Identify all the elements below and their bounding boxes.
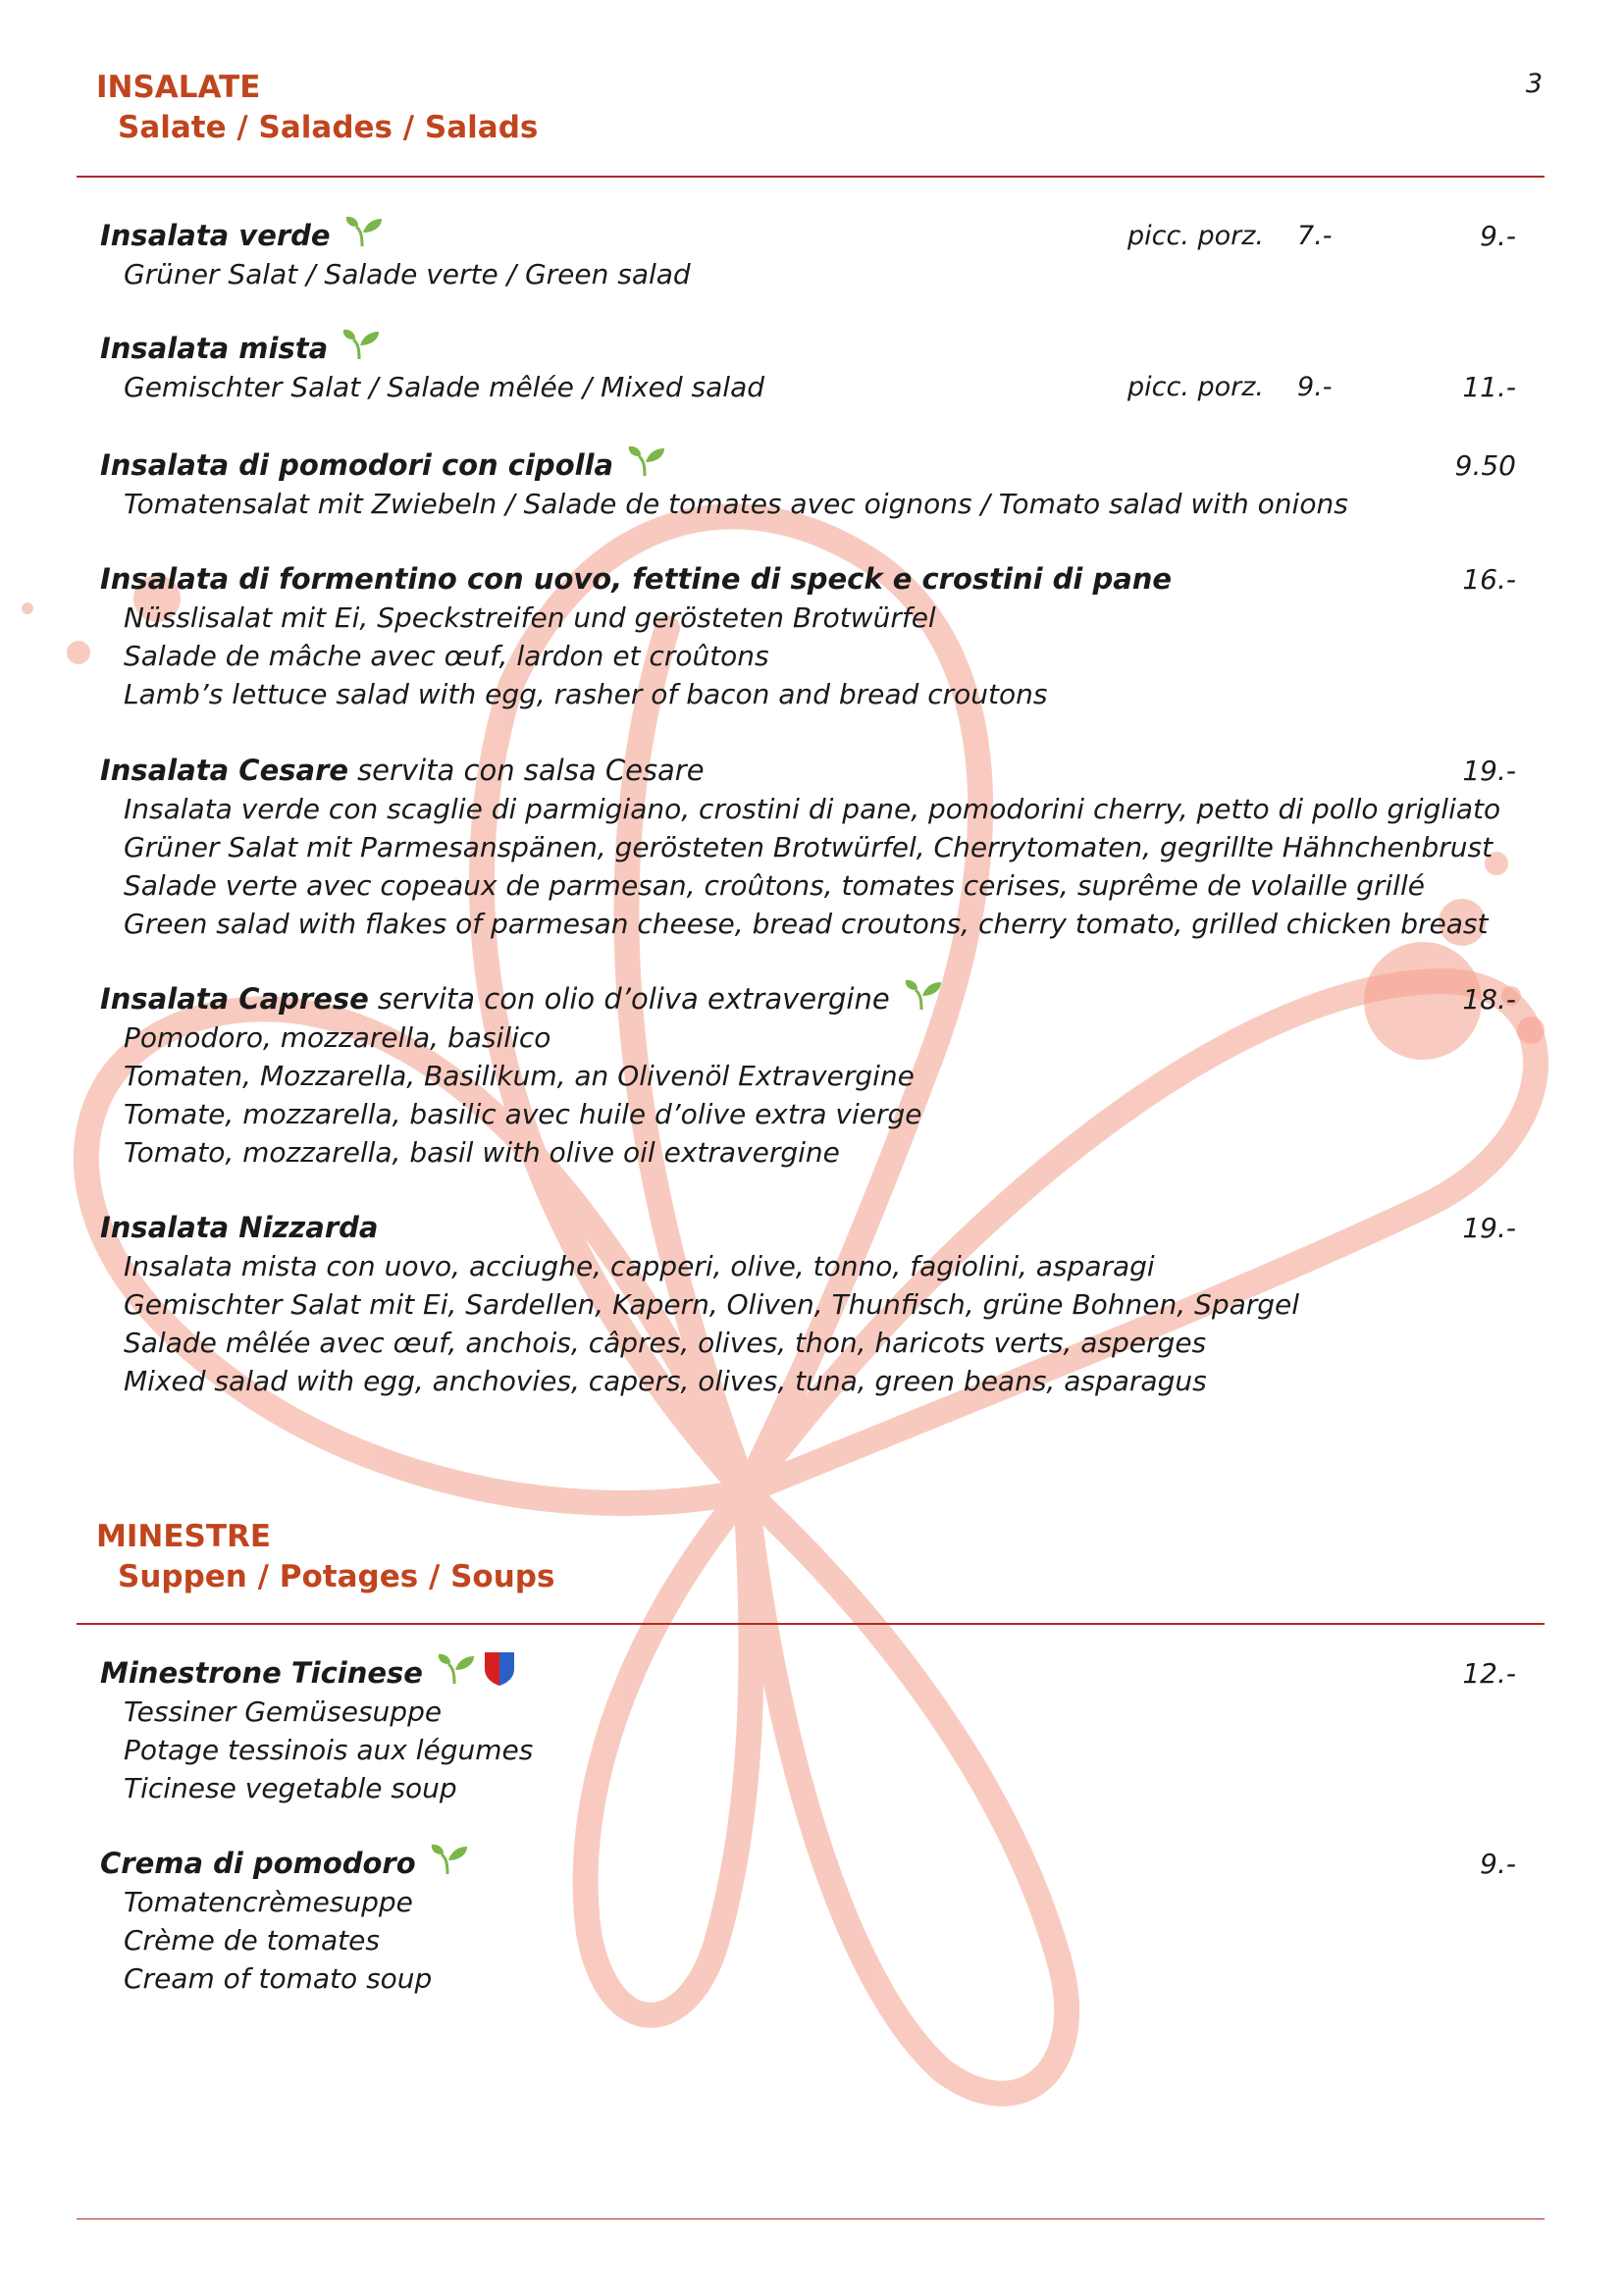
item-price: 16.-: [1462, 563, 1516, 596]
section-subtitle: Salate / Salades / Salads: [118, 110, 539, 146]
item-description: Potage tessinois aux légumes: [124, 1734, 534, 1766]
item-name-suffix: servita con olio d’oliva extravergine: [377, 982, 890, 1016]
item-name: Insalata verde: [100, 219, 331, 252]
menu-item-insalata-caprese: [100, 980, 1543, 1172]
item-name: Insalata mista: [100, 332, 329, 365]
item-name: Minestrone Ticinese: [100, 1656, 423, 1690]
item-price: 9.-: [1480, 220, 1516, 252]
item-description: Tessiner Gemüsesuppe: [124, 1696, 443, 1728]
item-price: 9.-: [1480, 1848, 1516, 1880]
item-description: Cream of tomato soup: [124, 1962, 433, 1995]
item-description: Grüner Salat mit Parmesanspänen, gerösteten Brotwürfel, Cherrytomaten, gegrillte Hähnchenbrust: [124, 831, 1493, 863]
small-portion-price: 7.-: [1297, 221, 1333, 251]
section-title: MINESTRE: [96, 1519, 272, 1554]
section-subtitle: Suppen / Potages / Soups: [118, 1559, 555, 1595]
item-description: Tomaten, Mozzarella, Basilikum, an Olivenöl Extravergine: [124, 1060, 915, 1092]
item-description: Ticinese vegetable soup: [124, 1772, 457, 1804]
item-description: Tomato, mozzarella, basil with olive oil extravergine: [124, 1136, 840, 1169]
item-name: Insalata Nizzarda: [100, 1211, 379, 1244]
item-description: Insalata mista con uovo, acciughe, capperi, olive, tonno, fagiolini, asparagi: [124, 1250, 1155, 1282]
item-description: Tomatencrèmesuppe: [124, 1886, 413, 1918]
menu-item-insalata-cesare: [100, 752, 1543, 943]
item-description: Nüsslisalat mit Ei, Speckstreifen und gerösteten Brotwürfel: [124, 601, 936, 634]
item-description: Lamb’s lettuce salad with egg, rasher of bacon and bread croutons: [124, 678, 1048, 710]
item-description: Salade verte avec copeaux de parmesan, croûtons, tomates cerises, suprême de volaille grillé: [124, 869, 1425, 902]
item-price: 18.-: [1462, 983, 1516, 1016]
menu-item-crema-di-pomodoro: [100, 1845, 1543, 1998]
item-name-suffix: servita con salsa Cesare: [357, 754, 705, 787]
menu-item-insalata-nizzarda: [100, 1209, 1543, 1400]
item-name: Insalata Caprese: [100, 982, 369, 1016]
section-divider: [77, 176, 1545, 178]
menu-item-insalata-formentino: [100, 560, 1543, 713]
page-number: 3: [1525, 69, 1543, 99]
item-description: Tomatensalat mit Zwiebeln / Salade de tomates avec oignons / Tomato salad with onions: [124, 488, 1348, 520]
small-portion-label: picc. porz.: [1127, 221, 1265, 251]
menu-item-insalata-pomodori: [100, 446, 1543, 523]
item-price: 11.-: [1462, 371, 1516, 403]
leaf-icon: [627, 444, 666, 488]
section-heading-salads: [96, 71, 538, 146]
menu-item-insalata-verde: [100, 217, 1543, 293]
item-name: Insalata Cesare: [100, 754, 349, 787]
section-heading-soups: [96, 1520, 554, 1595]
item-description: Salade de mâche avec œuf, lardon et croûtons: [124, 640, 769, 672]
section-divider: [77, 1623, 1545, 1625]
item-description: Tomate, mozzarella, basilic avec huile d’olive extra vierge: [124, 1098, 922, 1130]
ticino-shield-icon: [484, 1651, 515, 1696]
menu-item-insalata-mista: [100, 330, 1543, 406]
footer-divider: [77, 2218, 1545, 2219]
item-name: Crema di pomodoro: [100, 1847, 416, 1880]
item-price: 9.50: [1454, 449, 1516, 482]
item-description: Green salad with flakes of parmesan cheese, bread croutons, cherry tomato, grilled chicken breast: [124, 908, 1489, 940]
leaf-icon: [344, 215, 384, 258]
item-description: Crème de tomates: [124, 1924, 380, 1957]
item-name: Insalata di formentino con uovo, fettine di speck e crostini di pane: [100, 562, 1173, 596]
small-portion-label: picc. porz.: [1127, 372, 1265, 402]
item-description: Pomodoro, mozzarella, basilico: [124, 1021, 551, 1054]
item-price: 19.-: [1462, 1212, 1516, 1244]
leaf-icon: [341, 328, 381, 371]
item-price: 19.-: [1462, 755, 1516, 787]
item-description: Mixed salad with egg, anchovies, capers, olives, tuna, green beans, asparagus: [124, 1365, 1207, 1397]
leaf-icon: [904, 978, 943, 1021]
menu-item-minestrone-ticinese: [100, 1654, 1543, 1807]
small-portion-price: 9.-: [1297, 372, 1333, 402]
section-title: INSALATE: [96, 70, 261, 105]
item-description: Gemischter Salat mit Ei, Sardellen, Kapern, Oliven, Thunfisch, grüne Bohnen, Spargel: [124, 1288, 1300, 1321]
item-price: 12.-: [1462, 1657, 1516, 1690]
item-description: Salade mêlée avec œuf, anchois, câpres, olives, thon, haricots verts, asperges: [124, 1327, 1207, 1359]
leaf-icon: [437, 1652, 476, 1696]
small-portion: [1127, 217, 1333, 255]
item-description: Gemischter Salat / Salade mêlée / Mixed salad: [124, 371, 765, 403]
leaf-icon: [430, 1843, 469, 1886]
item-description: Grüner Salat / Salade verte / Green salad: [124, 258, 691, 290]
item-name: Insalata di pomodori con cipolla: [100, 448, 614, 482]
item-description: Insalata verde con scaglie di parmigiano, crostini di pane, pomodorini cherry, petto di pollo grigliato: [124, 793, 1501, 825]
small-portion: [1127, 368, 1333, 406]
